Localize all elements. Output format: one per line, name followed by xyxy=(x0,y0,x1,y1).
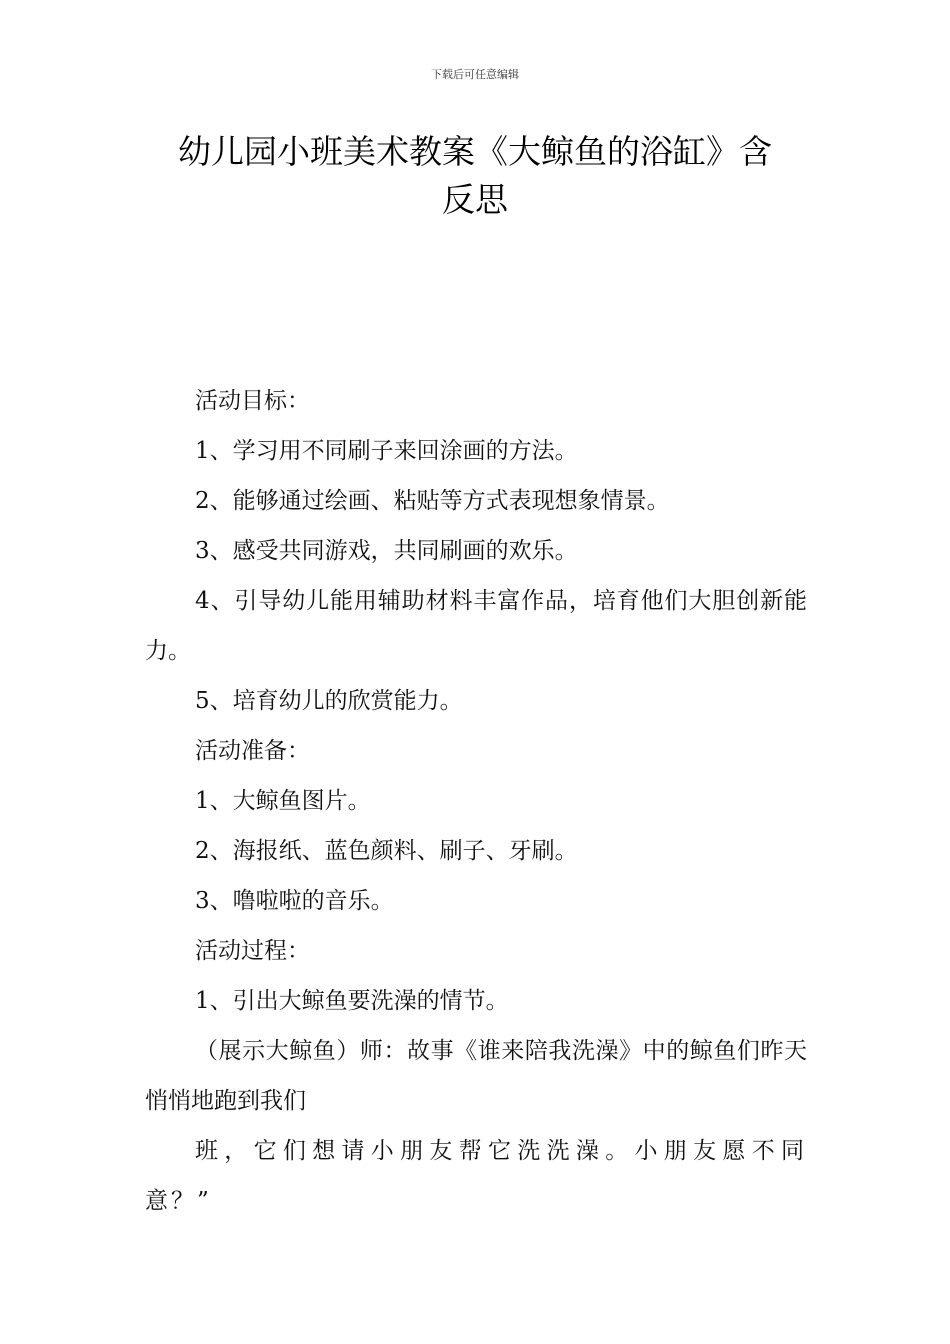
paragraph: 1、学习用不同刷子来回涂画的方法。 xyxy=(195,438,578,464)
paragraph: 班，它们想请小朋友帮它洗洗澡。小朋友愿不同意？” xyxy=(145,1138,807,1214)
title-line-1: 幼儿园小班美术教案《大鲸鱼的浴缸》含 xyxy=(178,132,772,171)
document-title xyxy=(140,128,810,224)
paragraph: 2、海报纸、蓝色颜料、刷子、牙刷。 xyxy=(195,838,578,864)
paragraph: 1、大鲸鱼图片。 xyxy=(195,788,371,814)
paragraph: 5、培育幼儿的欣赏能力。 xyxy=(195,688,463,714)
header-note: 下载后可任意编辑 xyxy=(431,68,519,81)
paragraph: 3、感受共同游戏，共同刷画的欢乐。 xyxy=(195,538,578,564)
section-heading-goals: 活动目标： xyxy=(195,388,310,414)
paragraph: 3、噜啦啦的音乐。 xyxy=(195,888,394,914)
section-heading-preparation: 活动准备： xyxy=(195,738,310,764)
paragraph: 1、引出大鲸鱼要洗澡的情节。 xyxy=(195,988,509,1014)
title-line-2: 反思 xyxy=(442,180,508,219)
paragraph: 4、引导幼儿能用辅助材料丰富作品，培育他们大胆创新能力。 xyxy=(145,588,807,664)
paragraph: 2、能够通过绘画、粘贴等方式表现想象情景。 xyxy=(195,488,670,514)
document-body xyxy=(145,376,807,1226)
section-heading-process: 活动过程： xyxy=(195,938,310,964)
paragraph: （展示大鲸鱼）师：故事《谁来陪我洗澡》中的鲸鱼们昨天悄悄地跑到我们 xyxy=(145,1038,807,1114)
